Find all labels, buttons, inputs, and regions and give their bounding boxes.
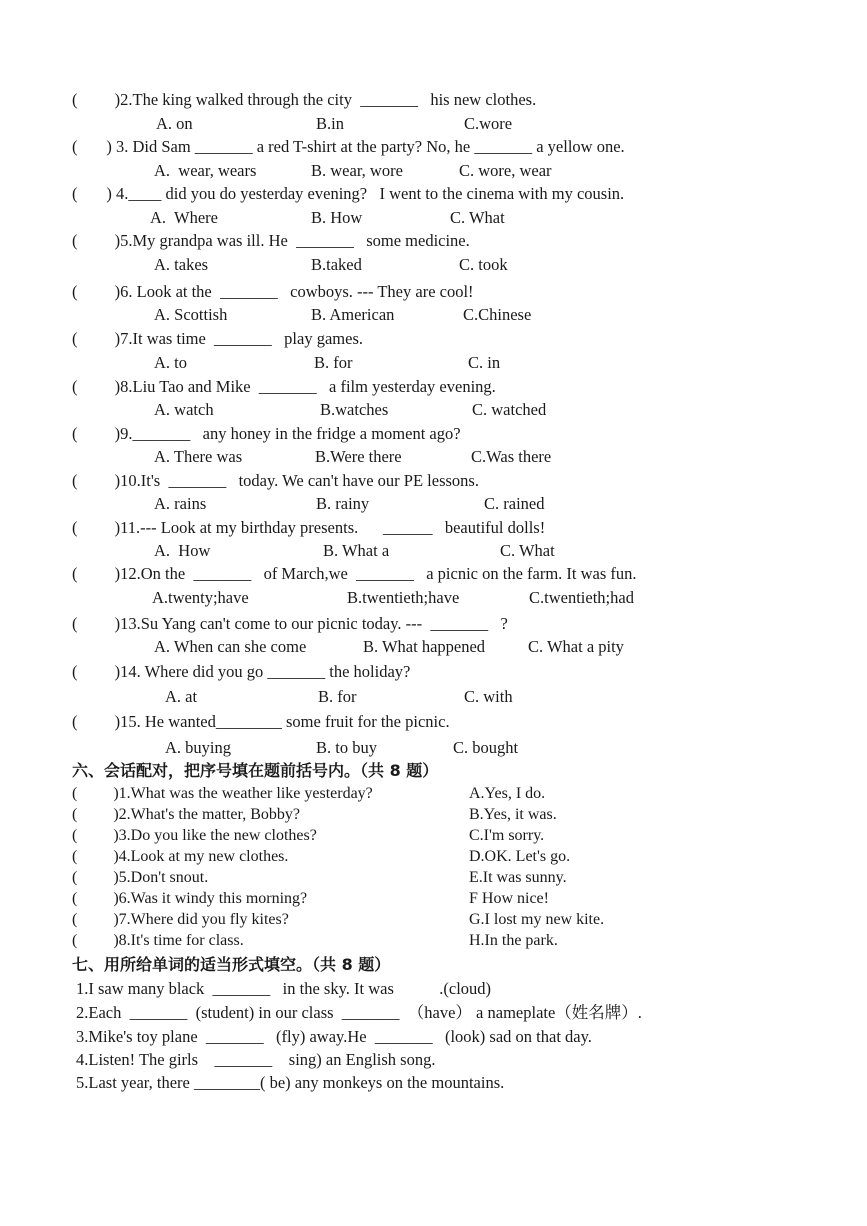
match-answer: B.Yes, it was. (469, 806, 557, 823)
mc-option-a: A. How (154, 541, 211, 560)
match-question: ( )6.Was it windy this morning? (72, 890, 308, 907)
mc-option-a: A. Scottish (154, 305, 228, 324)
mc-option-b: B. What happened (363, 637, 486, 656)
mc-option-c: C.Chinese (463, 305, 532, 324)
mc-option-c: C. with (464, 687, 513, 706)
match-question: ( )8.It's time for class. (72, 932, 244, 949)
mc-option-b: B. rainy (316, 494, 370, 513)
match-question: ( )4.Look at my new clothes. (72, 848, 289, 865)
fill-blank-item: 1.I saw many black _______ in the sky. It was .(cloud) (76, 979, 492, 998)
mc-option-b: B.Were there (315, 447, 402, 466)
mc-option-b: B. for (314, 353, 353, 372)
match-answer: C.I'm sorry. (469, 827, 545, 844)
mc-question-stem: ( )11.--- Look at my birthday presents. ______ beautiful dolls! (72, 518, 546, 537)
mc-option-c: C. took (459, 255, 508, 274)
mc-option-a: A. buying (165, 738, 231, 757)
match-question: ( )7.Where did you fly kites? (72, 911, 289, 928)
fill-blank-item: 4.Listen! The girls _______ sing) an English song. (76, 1050, 436, 1069)
mc-option-b: B. to buy (316, 738, 377, 757)
mc-question-stem: ( )8.Liu Tao and Mike _______ a film yesterday evening. (72, 377, 496, 396)
mc-question-stem: ( )5.My grandpa was ill. He _______ some medicine. (72, 231, 470, 250)
mc-option-b: B. American (311, 305, 395, 324)
mc-option-a: A. at (165, 687, 198, 706)
mc-option-c: C. What (500, 541, 555, 560)
mc-option-c: C. watched (472, 400, 547, 419)
mc-question-stem: ( ) 4.____ did you do yesterday evening? I went to the cinema with my cousin. (72, 184, 625, 203)
mc-option-b: B.in (316, 114, 344, 133)
mc-option-c: C. in (468, 353, 501, 372)
mc-question-stem: ( )10.It's _______ today. We can't have our PE lessons. (72, 471, 479, 490)
match-answer: A.Yes, I do. (469, 785, 546, 802)
mc-option-a: A. When can she come (154, 637, 307, 656)
fill-blank-item: 3.Mike's toy plane _______ (fly) away.He _______ (look) sad on that day. (76, 1027, 592, 1046)
fill-blank-item: 2.Each _______ (student) in our class _______ （have） a nameplate（姓名牌）. (76, 1003, 642, 1022)
mc-option-b: B.watches (320, 400, 389, 419)
mc-option-c: C.wore (464, 114, 513, 133)
mc-option-a: A. There was (154, 447, 243, 466)
mc-option-b: B. How (311, 208, 363, 227)
mc-question-stem: ( )6. Look at the _______ cowboys. --- They are cool! (72, 282, 474, 301)
match-answer: G.I lost my new kite. (469, 911, 605, 928)
section-seven-title: 七、用所给单词的适当形式填空。（共 8 题） (72, 955, 391, 974)
mc-option-b: B. wear, wore (311, 161, 403, 180)
mc-option-b: B.taked (311, 255, 362, 274)
mc-question-stem: ( )13.Su Yang can't come to our picnic today. --- _______ ? (72, 614, 508, 633)
mc-question-stem: ( )9._______ any honey in the fridge a moment ago? (72, 424, 461, 443)
mc-option-a: A. watch (154, 400, 214, 419)
mc-option-b: B. for (318, 687, 357, 706)
mc-option-c: C. What a pity (528, 637, 624, 656)
mc-option-a: A. wear, wears (154, 161, 257, 180)
mc-option-b: B.twentieth;have (347, 588, 460, 607)
mc-question-stem: ( )7.It was time _______ play games. (72, 329, 363, 348)
mc-option-a: A. Where (150, 208, 218, 227)
mc-option-c: C. What (450, 208, 505, 227)
match-question: ( )2.What's the matter, Bobby? (72, 806, 300, 823)
mc-option-a: A. to (154, 353, 187, 372)
mc-option-c: C.twentieth;had (529, 588, 634, 607)
mc-option-a: A.twenty;have (152, 588, 249, 607)
match-answer: E.It was sunny. (469, 869, 567, 886)
mc-option-a: A. on (156, 114, 193, 133)
mc-question-stem: ( )2.The king walked through the city _______ his new clothes. (72, 90, 537, 109)
match-question: ( )5.Don't snout. (72, 869, 209, 886)
mc-option-c: C. rained (484, 494, 545, 513)
mc-option-a: A. takes (154, 255, 209, 274)
match-question: ( )3.Do you like the new clothes? (72, 827, 317, 844)
match-answer: H.In the park. (469, 932, 558, 949)
mc-option-c: C. wore, wear (459, 161, 552, 180)
match-question: ( )1.What was the weather like yesterday? (72, 785, 373, 802)
mc-option-c: C. bought (453, 738, 519, 757)
section-six-title: 六、会话配对，把序号填在题前括号内。（共 8 题） (72, 761, 439, 780)
mc-option-a: A. rains (154, 494, 207, 513)
match-answer: F How nice! (469, 890, 549, 907)
mc-question-stem: ( )14. Where did you go _______ the holiday? (72, 662, 411, 681)
match-answer: D.OK. Let's go. (469, 848, 571, 865)
mc-question-stem: ( ) 3. Did Sam _______ a red T-shirt at the party? No, he _______ a yellow one. (72, 137, 625, 156)
mc-option-b: B. What a (323, 541, 390, 560)
mc-question-stem: ( )15. He wanted________ some fruit for the picnic. (72, 712, 450, 731)
fill-blank-item: 5.Last year, there ________( be) any monkeys on the mountains. (76, 1073, 505, 1092)
mc-option-c: C.Was there (471, 447, 552, 466)
mc-question-stem: ( )12.On the _______ of March,we _______ a picnic on the farm. It was fun. (72, 564, 637, 583)
